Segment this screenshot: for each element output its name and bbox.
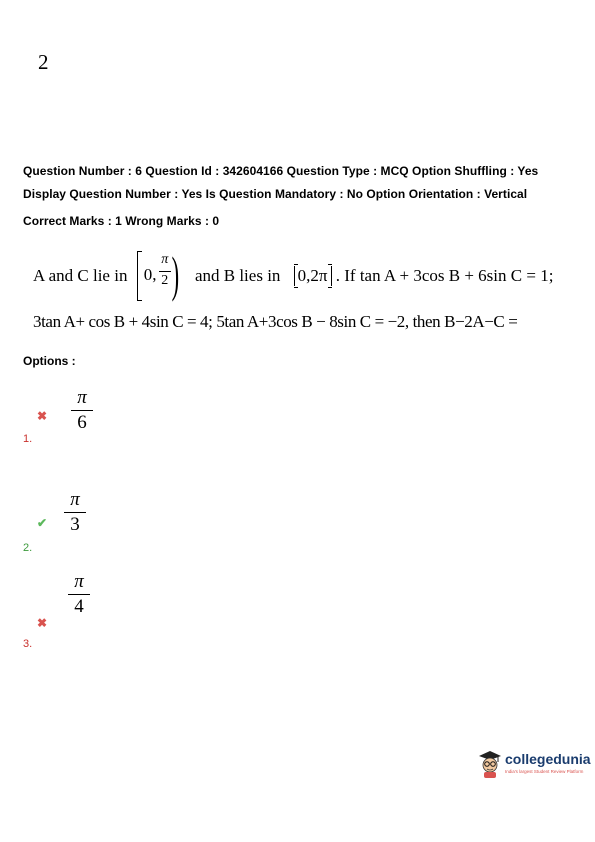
fraction-denominator: 2 [161,273,169,288]
question-text-part-b: and B lies in [194,266,281,285]
student-mascot-icon [478,750,502,778]
option-3-numerator: π [74,571,84,592]
option-3-fraction [68,572,90,617]
option-3-denominator: 4 [74,596,84,617]
question-text-part-c: . If tan A + 3cos B + 6sin C = 1; [335,266,554,285]
interval-start: 0, [143,265,157,284]
question-meta-line-3: Correct Marks : 1 Wrong Marks : 0 [23,214,220,228]
wrong-mark-icon: ✖ [37,409,48,423]
question-meta-line-2: Display Question Number : Yes Is Question Mandatory : No Option Orientation : Vertical [23,187,528,201]
question-text-line-2: 3tan A+ cos B + 4sin C = 4; 5tan A+3cos B − 8sin C = −2, then B−2A−C = [33,312,518,331]
option-1-numerator: π [77,387,87,408]
option-1-fraction [71,388,93,433]
option-3-number: 3. [23,638,33,650]
wrong-mark-icon: ✖ [37,616,48,630]
half-open-interval: 0, π 2 ) [137,252,182,300]
pi-over-two-fraction [159,252,171,291]
collegedunia-logo [478,748,591,782]
options-label: Options : [23,354,76,368]
previous-page-fragment: 2 [38,50,49,74]
closed-interval: 0,2π [294,266,332,286]
option-2-number: 2. [23,542,33,554]
logo-wordmark: collegedunia [505,751,591,767]
option-2-fraction [64,490,86,535]
option-2-numerator: π [70,489,80,510]
option-1-denominator: 6 [77,412,87,433]
option-1-number: 1. [23,433,33,445]
correct-check-icon: ✔ [37,516,48,530]
logo-tagline: India's largest Student Review Platform [505,769,584,774]
option-2-denominator: 3 [70,514,80,535]
question-text-line-1 [33,246,554,304]
fraction-numerator: π [161,252,169,267]
question-meta-line-1: Question Number : 6 Question Id : 342604166 Question Type : MCQ Option Shuffling : Yes [23,164,539,178]
question-text-part-a: A and C lie in [33,266,128,285]
